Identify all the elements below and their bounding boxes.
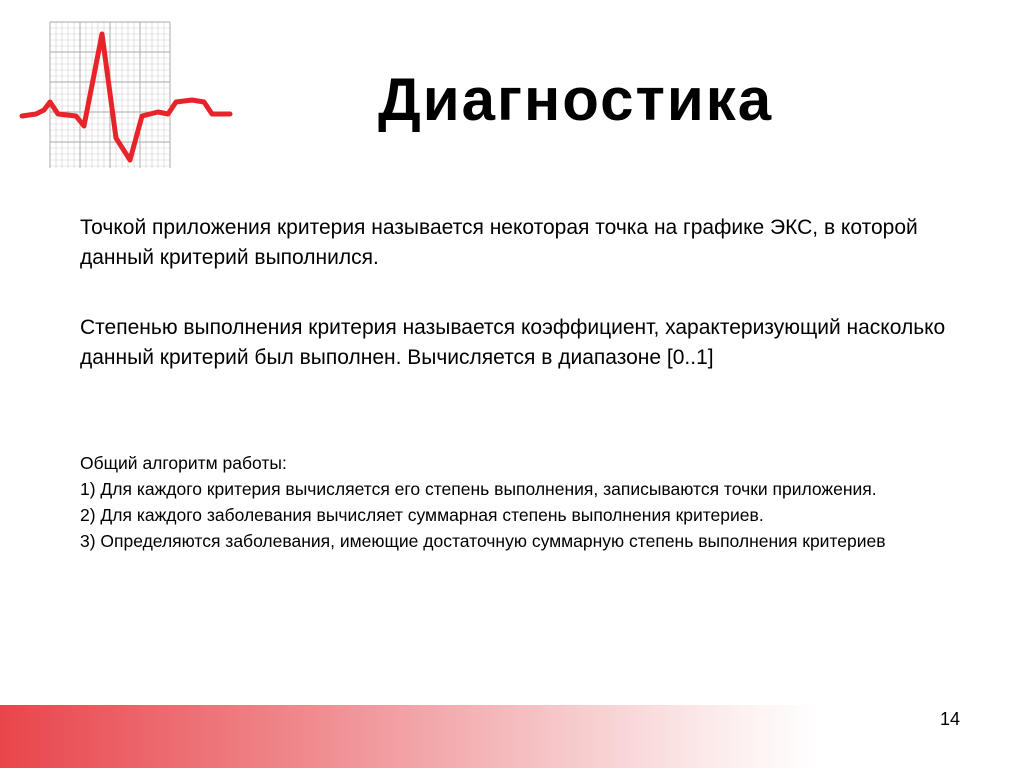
algorithm-step: 1) Для каждого критерия вычисляется его степень выполнения, записываются точки приложения. xyxy=(80,479,877,499)
footer-gradient-band xyxy=(0,705,1024,768)
definition-fulfillment-degree: Степенью выполнения критерия называется коэффициент, характеризующий насколько данный критерий был выполнен. Вычисляется в диапазоне [0..1] xyxy=(80,316,946,369)
page-number: 14 xyxy=(939,709,960,729)
ecg-waveform xyxy=(22,34,230,160)
definition-application-point: Точкой приложения критерия называется некоторая точка на графике ЭКС, в которой данный критерий выполнился. xyxy=(80,216,918,269)
slide-title: Диагностика xyxy=(378,66,774,133)
ecg-heartbeat-icon xyxy=(18,20,233,170)
algorithm-step: 3) Определяются заболевания, имеющие достаточную суммарную степень выполнения критериев xyxy=(80,531,886,551)
algorithm-block xyxy=(80,450,960,554)
algorithm-step: 2) Для каждого заболевания вычисляет суммарная степень выполнения критериев. xyxy=(80,505,764,525)
algorithm-heading: Общий алгоритм работы: xyxy=(80,453,287,473)
